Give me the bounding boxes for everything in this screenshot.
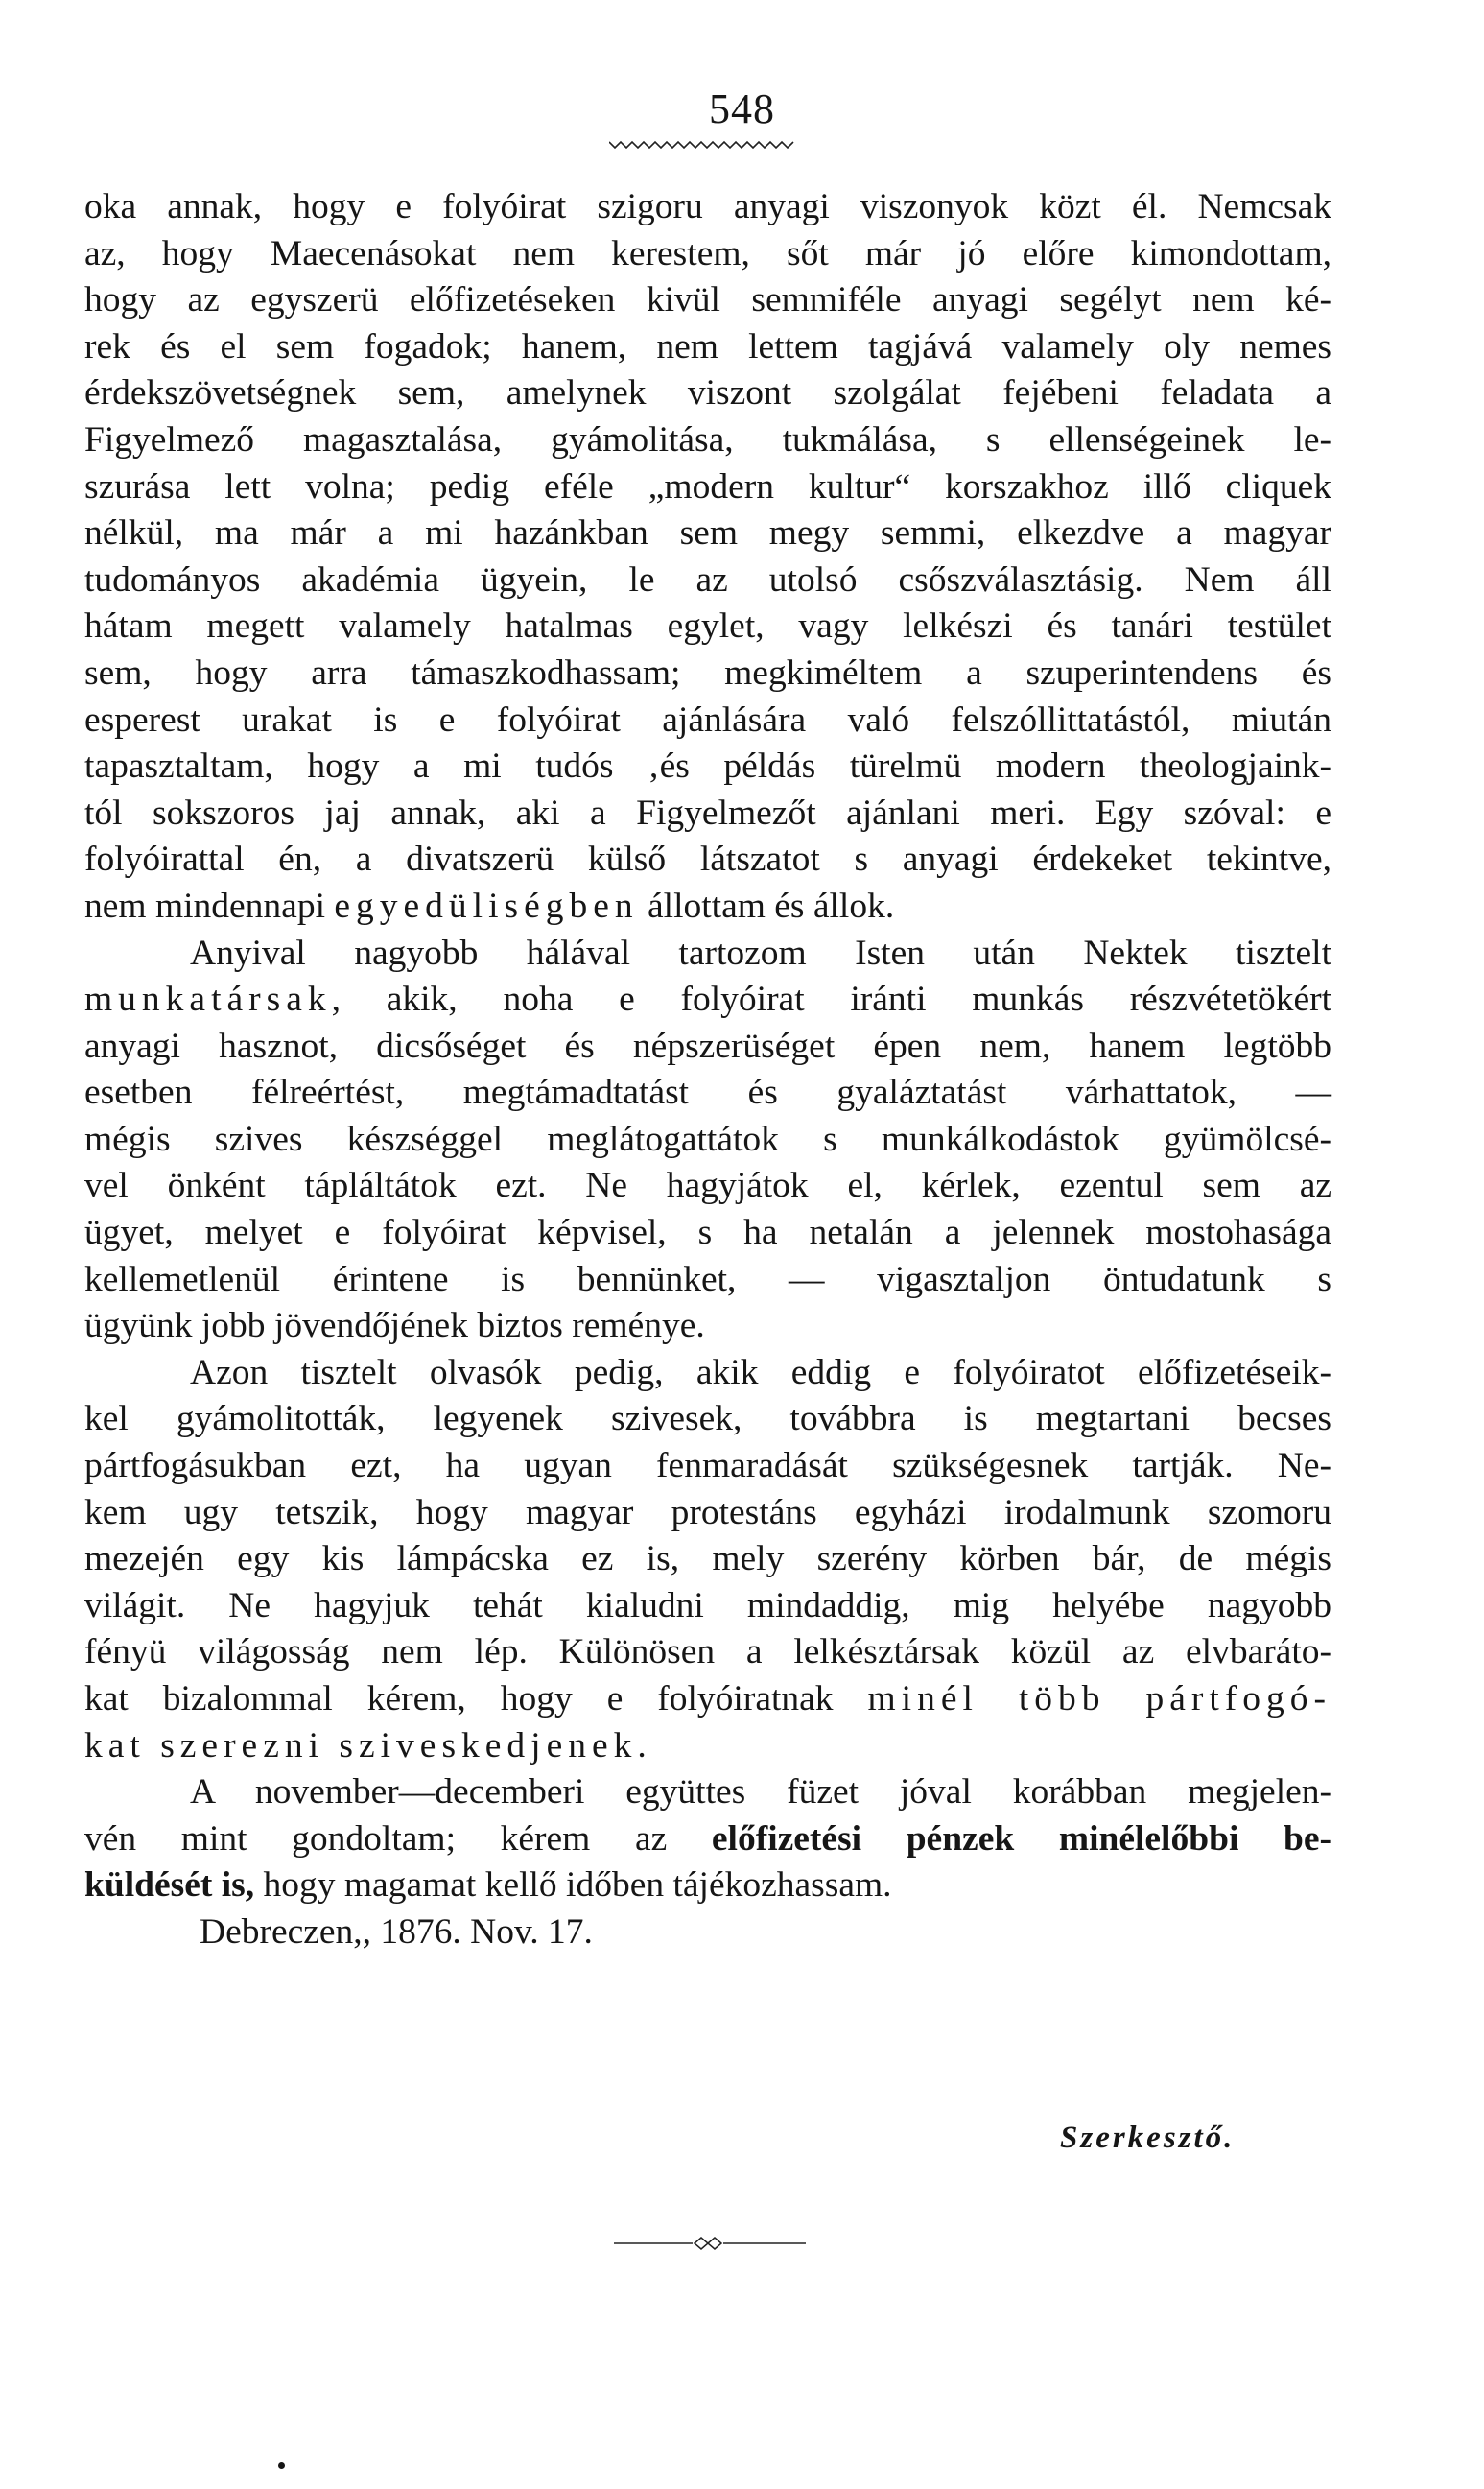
text-line: [84, 1816, 1331, 1863]
editor-signature: Szerkesztő.: [1060, 2121, 1236, 2155]
text-line: anyagi hasznot, dicsőséget és népszerüséget épen nem, hanem legtöbb: [84, 1026, 1331, 1066]
text-line: világit. Ne hagyjuk tehát kialudni mindaddig, mig helyébe nagyobb: [84, 1585, 1331, 1625]
text-line: pártfogásukban ezt, ha ugyan fenmaradását szükségesnek tartják. Ne-: [84, 1446, 1331, 1486]
text-line: sem, hogy arra támaszkodhassam; megkiméltem a szuperintendens és: [84, 652, 1331, 693]
letterspaced-emphasis: munkatársak: [84, 980, 332, 1020]
text-line: Azon tisztelt olvasók pedig, akik eddig e folyóiratot előfizetéseik-: [190, 1352, 1331, 1392]
text-line: A november—decemberi együttes füzet jóval korábban megjelen-: [190, 1772, 1331, 1813]
text-line: esetben félreértést, megtámadtatást és gyaláztatást várhattatok, —: [84, 1073, 1331, 1113]
text-line: [84, 884, 1331, 931]
closing-date-line: Debreczen,, 1876. Nov. 17.: [200, 1911, 593, 1952]
letterspaced-emphasis: kat szerezni sziveskedjenek: [84, 1725, 638, 1766]
text-segment: .: [637, 1725, 647, 1766]
text-line: tapasztaltam, hogy a mi tudós ‚és példás türelmü modern theologjaink-: [84, 747, 1331, 787]
text-line: fényü világosság nem lép. Különösen a lelkésztársak közül az elvbaráto-: [84, 1632, 1331, 1672]
text-line: az, hogy Maecenásokat nem kerestem, sőt már jó előre kimondottam,: [84, 233, 1331, 273]
page-number: 548: [709, 85, 775, 132]
text-line: mezején egy kis lámpácska ez is, mely szerény körben bár, de mégis: [84, 1539, 1331, 1579]
text-line: hátam megett valamely hatalmas egylet, vagy lelkészi és tanári testület: [84, 606, 1331, 647]
bold-emphasis: küldését is,: [84, 1865, 255, 1906]
text-line: ügyünk jobb jövendőjének biztos reménye.: [84, 1306, 705, 1346]
page-number-ornament: [609, 134, 801, 154]
text-segment: nem mindennapi: [84, 886, 335, 926]
bold-emphasis: előfizetési pénzek minélelőbbi be-: [711, 1818, 1331, 1859]
text-line: érdekszövetségnek sem, amelynek viszont szolgálat fejébeni feladata a: [84, 373, 1331, 414]
text-segment: vén mint gondoltam; kérem az: [84, 1818, 712, 1859]
text-line: tól sokszoros jaj annak, aki a Figyelmezőt ajánlani meri. Egy szóval: e: [84, 793, 1331, 833]
text-line: [84, 1676, 1331, 1723]
text-line: Anyival nagyobb hálával tartozom Isten után Nektek tisztelt: [190, 933, 1331, 973]
text-line: [84, 977, 1331, 1024]
text-line: mégis szives készséggel meglátogattátok s munkálkodástok gyümölcsé-: [84, 1119, 1331, 1159]
letterspaced-emphasis: minél több pártfogó-: [867, 1679, 1331, 1719]
text-line: oka annak, hogy e folyóirat szigoru anyagi viszonyok közt él. Nemcsak: [84, 187, 1331, 226]
text-line: nélkül, ma már a mi hazánkban sem megy semmi, elkezdve a magyar: [84, 513, 1331, 554]
text-line: esperest urakat is e folyóirat ajánlására való felszóllittatástól, miután: [84, 699, 1331, 740]
text-line: ügyet, melyet e folyóirat képvisel, s ha netalán a jelennek mostohasága: [84, 1213, 1331, 1253]
text-segment: , akik, noha e folyóirat iránti munkás részvétetökért: [331, 980, 1331, 1020]
stray-ink-dot: [278, 2462, 285, 2469]
text-line: kel gyámolitották, legyenek szivesek, továbbra is megtartani becses: [84, 1399, 1331, 1439]
text-line: rek és el sem fogadok; hanem, nem lettem tagjává valamely oly nemes: [84, 326, 1331, 367]
text-segment: hogy magamat kellő időben tájékozhassam.: [254, 1865, 892, 1906]
text-line: Figyelmező magasztalása, gyámolitása, tukmálása, s ellenségeinek le-: [84, 419, 1331, 460]
text-line: kem ugy tetszik, hogy magyar protestáns egyházi irodalmunk szomoru: [84, 1492, 1331, 1532]
text-line: [84, 1862, 1331, 1909]
letterspaced-emphasis: egyedüliségben: [334, 886, 639, 926]
end-ornament: [614, 2232, 806, 2255]
text-line: hogy az egyszerü előfizetéseken kivül semmiféle anyagi segélyt nem ké-: [84, 280, 1331, 320]
text-line: folyóirattal én, a divatszerü külső látszatot s anyagi érdekeket tekintve,: [84, 840, 1331, 880]
article-body: [84, 184, 1331, 1956]
text-line: kellemetlenül érintene is bennünket, — vigasztaljon öntudatunk s: [84, 1259, 1331, 1299]
text-segment: kat bizalommal kérem, hogy e folyóiratnak: [84, 1679, 868, 1719]
text-line: vel önként tápláltátok ezt. Ne hagyjátok el, kérlek, ezentul sem az: [84, 1166, 1331, 1206]
text-segment: állottam és állok.: [638, 886, 895, 926]
text-line: szurása lett volna; pedig eféle „modern kultur“ korszakhoz illő cliquek: [84, 466, 1331, 507]
text-line: [84, 1723, 1331, 1770]
text-line: tudományos akadémia ügyein, le az utolsó csőszválasztásig. Nem áll: [84, 559, 1331, 600]
